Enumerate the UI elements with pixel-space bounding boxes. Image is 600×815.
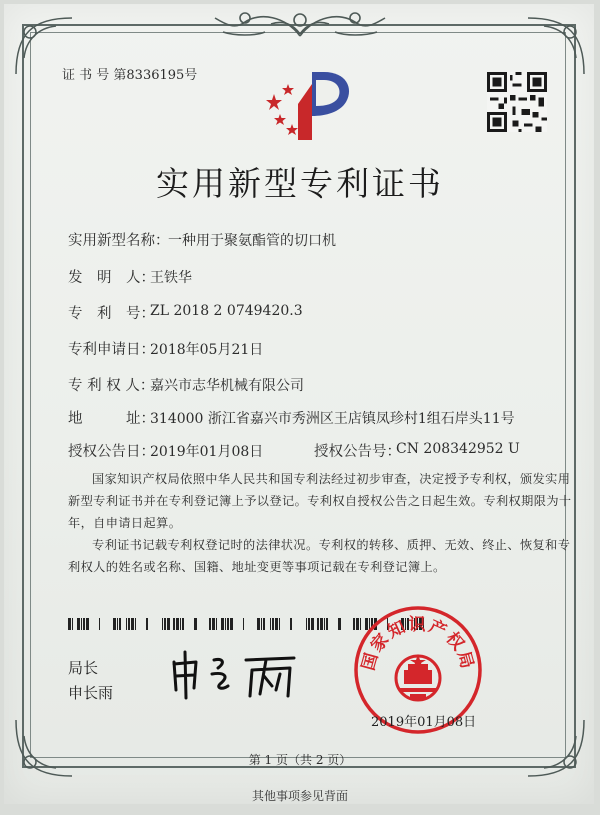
field-value-patent-number: ZL 2018 2 0749420.3 — [150, 303, 303, 319]
certificate-title: 实用新型专利证书 — [156, 164, 444, 203]
field-value-patentee: 嘉兴市志华机械有限公司 — [150, 378, 304, 394]
grant-number-label: 授权公告号： — [314, 444, 401, 460]
paragraph-1-line-2: 新型专利证书并在专利登记簿上予以登记。专利权自授权公告之日起生效。专利权期限为十 — [68, 494, 572, 508]
certificate-number: 证 书 号 第8336195号 — [62, 68, 198, 83]
director-title: 局长 — [68, 659, 99, 677]
top-ornament — [205, 6, 395, 40]
corner-ornament-top-right — [524, 14, 588, 78]
field-label-inventor: 发 明 人： — [68, 270, 155, 286]
grant-number-value: CN 208342952 U — [396, 441, 520, 457]
corner-ornament-bottom-left — [12, 716, 76, 780]
field-label-utility-model-name: 实用新型名称： — [68, 233, 170, 249]
page-number: 第 1 页（共 2 页） — [248, 753, 352, 767]
field-label-application-date: 专利申请日： — [68, 342, 155, 358]
field-value-address: 314000 浙江省嘉兴市秀洲区王店镇凤珍村1组石岸头11号 — [150, 411, 515, 427]
cnipa-logo — [264, 64, 356, 144]
field-label-patent-number: 专 利 号： — [68, 306, 155, 322]
paragraph-2-line-2: 利权人的姓名或名称、国籍、地址变更等事项记载在专利登记簿上。 — [68, 560, 446, 574]
svg-text:国家知识产权局: 国家知识产权局 — [358, 615, 478, 673]
paragraph-1-line-1: 国家知识产权局依照中华人民共和国专利法经过初步审查，决定授予专利权，颁发实用 — [92, 472, 571, 486]
footer-note: 其他事项参见背面 — [251, 789, 348, 803]
field-value-utility-model-name: 一种用于聚氨酯管的切口机 — [168, 233, 336, 249]
grant-date-value: 2019年01月08日 — [150, 444, 264, 460]
field-label-address: 地 址： — [68, 411, 155, 427]
field-label-patentee: 专 利 权 人： — [68, 378, 155, 394]
director-name: 申长雨 — [68, 684, 114, 702]
grant-date-label: 授权公告日： — [68, 444, 155, 460]
field-value-application-date: 2018年05月21日 — [150, 342, 264, 358]
field-value-inventor: 王铁华 — [150, 270, 192, 286]
handwritten-signature — [168, 650, 304, 700]
corner-ornament-bottom-right — [524, 716, 588, 780]
paragraph-2-line-1: 专利证书记载专利权登记时的法律状况。专利权的转移、质押、无效、终止、恢复和专 — [92, 538, 571, 552]
qr-code — [487, 72, 547, 132]
paragraph-1-line-3: 年，自申请日起算。 — [68, 516, 182, 530]
issue-date: 2019年01月08日 — [371, 715, 477, 730]
